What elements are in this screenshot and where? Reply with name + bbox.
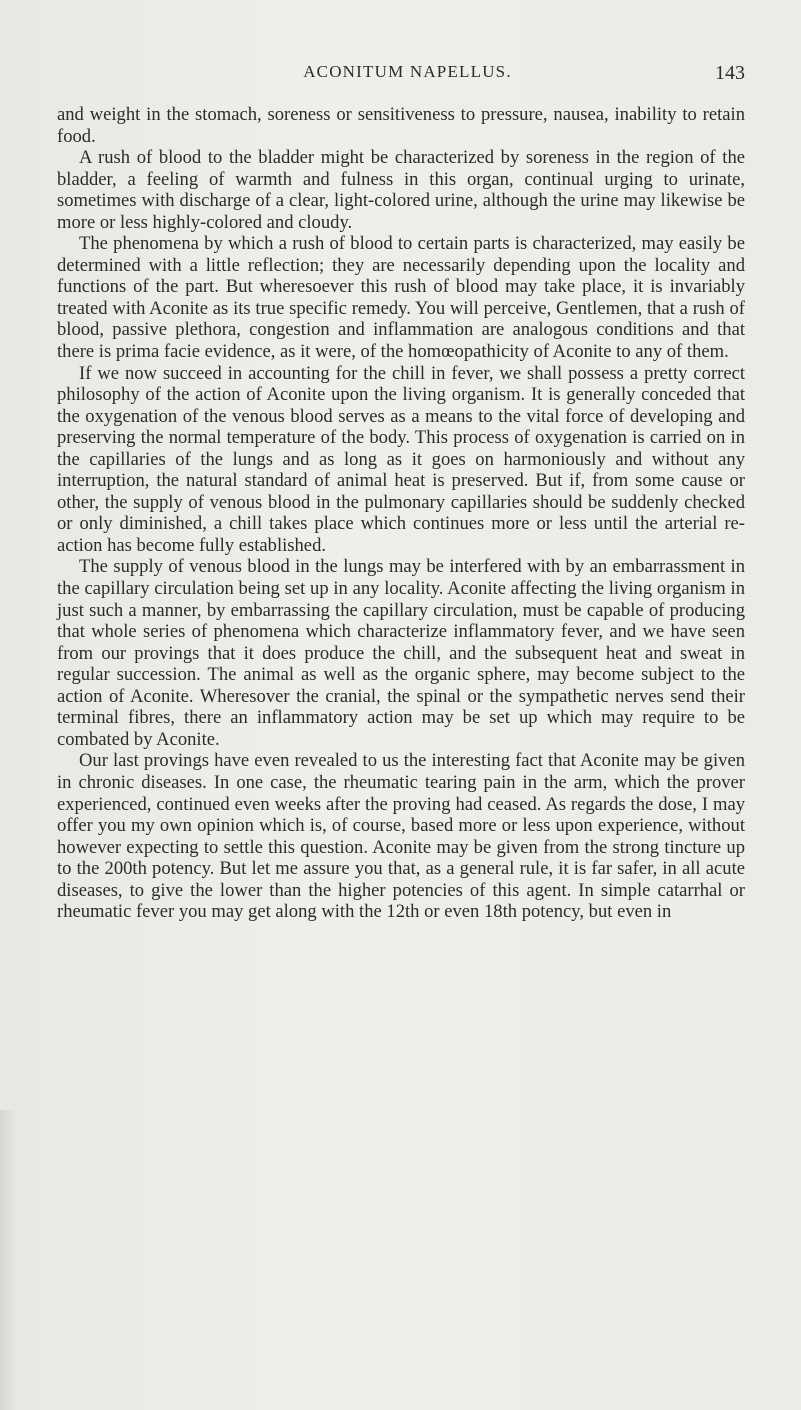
- paragraph-phenomena: The phenomena by which a rush of blood to certain parts is characterized, may easily be determined with a little reflection; they are necessarily depending upon the locality and functions of the part. But wheresoever this rush of blood may take place, it is invariably treated with Aconite as its true specific remedy. You will perceive, Gentlemen, that a rush of blood, passive plethora, congestion and inflammation are analogous conditions and that there is prima facie evidence, as it were, of the homœopathicity of Aconite to any of them.: [57, 233, 745, 363]
- paragraph-venous-supply: The supply of venous blood in the lungs may be interfered with by an embarrassment in the capillary circulation being set up in any locality. Aconite affecting the living organism in just such a manner, by embarrassing the capillary circulation, must be capable of producing that whole series of phenomena which characterize inflammatory fever, and we have seen from our provings that it does produce the chill, and the subsequent heat and sweat in regular succession. The animal as well as the organic sphere, may become subject to the action of Aconite. Wheresover the cranial, the spinal or the sympathetic nerves send their terminal fibres, there an inflammatory action may be set up which may require to be combated by Aconite.: [57, 556, 745, 750]
- running-title: ACONITUM NAPELLUS.: [303, 62, 512, 81]
- paragraph-continuation: and weight in the stomach, soreness or sensitiveness to pressure, nausea, inability to retain food.: [57, 104, 745, 147]
- paragraph-chill-in-fever: If we now succeed in accounting for the chill in fever, we shall possess a pretty correct philosophy of the action of Aconite upon the living organism. It is generally conceded that the oxygenation of the venous blood serves as a means to the vital force of developing and preserving the normal temperature of the body. This process of oxygenation is carried on in the capillaries of the lungs and as long as it goes on harmoniously and without any interruption, the natural standard of animal heat is preserved. But if, from some cause or other, the supply of venous blood in the pulmonary capillaries should be suddenly checked or only diminished, a chill takes place which continues more or less until the arterial re-action has become fully established.: [57, 362, 745, 556]
- paragraph-bladder: A rush of blood to the bladder might be characterized by soreness in the region of the bladder, a feeling of warmth and fulness in this organ, continual urging to urinate, sometimes with discharge of a clear, light-colored urine, although the urine may likewise be more or less highly-colored and cloudy.: [57, 147, 745, 233]
- body-text: [57, 104, 745, 923]
- page-number: 143: [715, 62, 745, 84]
- page-edge-shadow: [0, 1110, 18, 1410]
- page-header: [70, 62, 745, 92]
- paragraph-provings-dose: Our last provings have even revealed to us the interesting fact that Aconite may be given in chronic diseases. In one case, the rheumatic tearing pain in the arm, which the prover experienced, continued even weeks after the proving had ceased. As regards the dose, I may offer you my own opinion which is, of course, based more or less upon experience, without however expecting to settle this question. Aconite may be given from the strong tincture up to the 200th potency. But let me assure you that, as a general rule, it is far safer, in all acute diseases, to give the lower than the higher potencies of this agent. In simple catarrhal or rheumatic fever you may get along with the 12th or even 18th potency, but even in: [57, 750, 745, 923]
